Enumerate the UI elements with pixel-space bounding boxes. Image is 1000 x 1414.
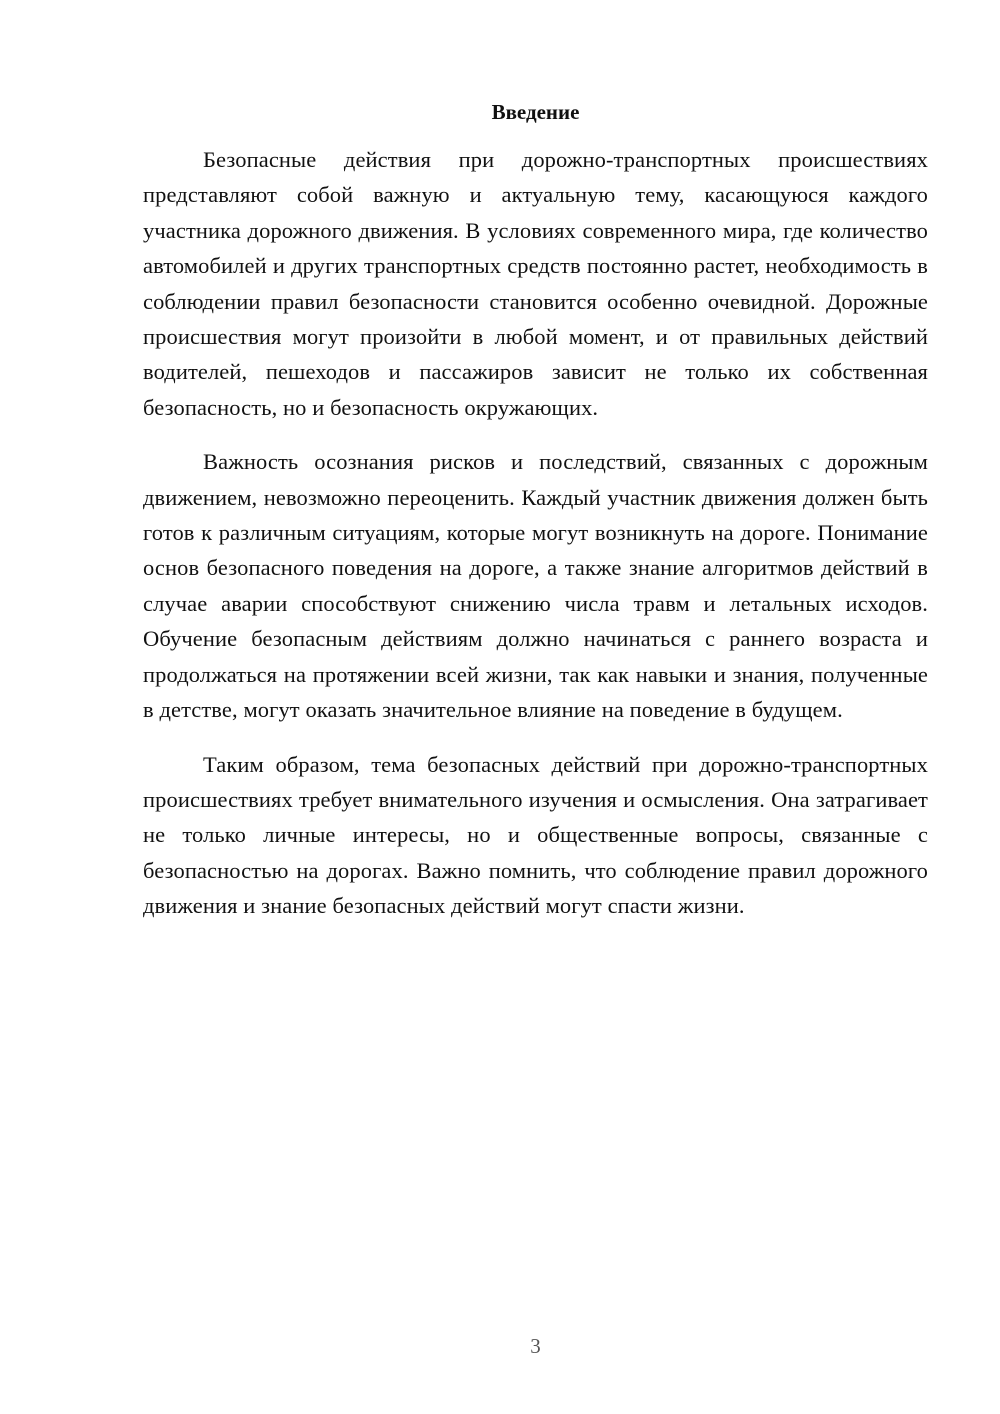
paragraph-3: Таким образом, тема безопасных действий при дорожно-транспортных происшествиях требует внимательного изучения и осмысления. Она затрагивает не только личные интересы, но и общественные вопросы, связанные с безопасностью на дорогах. Важно помнить, что соблюдение правил дорожного движения и знание безопасных действий могут спасти жизни.: [143, 751, 928, 919]
page-number: 3: [530, 1334, 541, 1358]
paragraph-2: Важность осознания рисков и последствий, связанных с дорожным движением, невозможно переоценить. Каждый участник движения должен быть готов к различным ситуациям, которые могут возникнуть на дороге. Понимание основ безопасного поведения на дороге, а также знание алгоритмов действий в случае аварии способствуют снижению числа травм и летальных исходов. Обучение безопасным действиям должно начинаться с раннего возраста и продолжаться на протяжении всей жизни, так как навыки и знания, полученные в детстве, могут оказать значительное влияние на поведение в будущем.: [143, 449, 928, 723]
paragraph-1: Безопасные действия при дорожно-транспортных происшествиях представляют собой важную и актуальную тему, касающуюся каждого участника дорожного движения. В условиях современного мира, где количество автомобилей и других транспортных средств постоянно растет, необходимость в соблюдении правил безопасности становится особенно очевидной. Дорожные происшествия могут произойти в любой момент, и от правильных действий водителей, пешеходов и пассажиров зависит не только их собственная безопасность, но и безопасность окружающих.: [143, 147, 928, 420]
body-text: [143, 142, 928, 943]
section-heading: Введение: [491, 100, 580, 124]
